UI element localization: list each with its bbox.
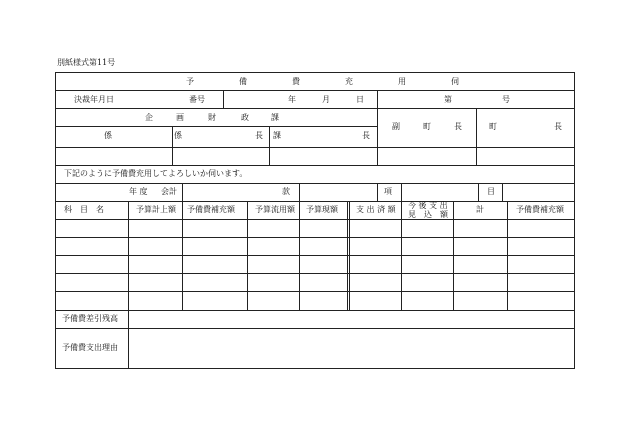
row-line xyxy=(56,165,574,166)
row-line xyxy=(56,328,574,329)
chou-char: 長 xyxy=(554,122,562,131)
col-line xyxy=(128,201,129,310)
form-title-char: 予 xyxy=(186,77,194,86)
col-header-current: 予算現額 xyxy=(306,205,338,214)
dai-label: 第 xyxy=(444,95,452,104)
moku-label: 目 xyxy=(487,187,495,196)
date-month: 月 xyxy=(322,95,330,104)
kou-label: 項 xyxy=(384,187,392,196)
col-line xyxy=(299,201,300,310)
number-label: 番号 xyxy=(189,95,205,104)
chou-char: 町 xyxy=(489,122,497,131)
col-header-item: 科 目 名 xyxy=(64,205,104,214)
col-line xyxy=(223,90,224,108)
col-header-future-line1: 今 後 支 出 xyxy=(408,201,448,210)
col-line xyxy=(247,201,248,310)
col-line xyxy=(507,201,508,310)
col-line xyxy=(453,201,454,310)
col-header-budget: 予算計上額 xyxy=(136,205,176,214)
col-line xyxy=(478,183,479,201)
division-char: 企 xyxy=(145,113,153,122)
fukuchou-char: 町 xyxy=(423,122,431,131)
kakarichou-char: 長 xyxy=(255,131,263,140)
reserve-balance-label: 予備費差引残高 xyxy=(62,314,118,323)
col-line xyxy=(182,201,183,310)
division-char: 政 xyxy=(241,113,249,122)
reserve-fund-request-form xyxy=(55,72,575,369)
go-label: 号 xyxy=(502,95,510,104)
kachou-char: 課 xyxy=(273,131,281,140)
reserve-reason-label: 予備費支出理由 xyxy=(62,343,118,352)
form-title-char: 充 xyxy=(345,77,353,86)
col-line xyxy=(401,183,402,201)
col-line xyxy=(502,183,503,201)
col-line xyxy=(172,126,173,165)
row-line xyxy=(56,126,377,127)
col-header-spent: 支 出 済 額 xyxy=(356,205,396,214)
col-line xyxy=(299,183,300,201)
fukuchou-char: 副 xyxy=(392,122,400,131)
col-line xyxy=(128,310,129,368)
row-line xyxy=(56,108,574,109)
row-line xyxy=(56,273,574,274)
col-line xyxy=(182,183,183,201)
col-line xyxy=(349,201,350,310)
col-header-total: 計 xyxy=(476,205,484,214)
fiscal-year-label: 年 度 xyxy=(129,187,148,196)
col-line xyxy=(347,201,348,310)
row-line xyxy=(56,201,574,202)
account-label: 会計 xyxy=(161,187,177,196)
col-line xyxy=(377,183,378,201)
col-line xyxy=(377,108,378,165)
row-line xyxy=(56,310,574,311)
division-char: 財 xyxy=(208,113,216,122)
row-line xyxy=(56,219,574,220)
row-line xyxy=(56,255,574,256)
kan-label: 款 xyxy=(282,187,290,196)
row-line xyxy=(56,291,574,292)
col-header-reserve-supplement-2: 予備費補充額 xyxy=(516,205,564,214)
form-title-char: 伺 xyxy=(451,77,459,86)
form-number: 別紙様式第11号 xyxy=(57,58,116,67)
col-line xyxy=(476,108,477,165)
form-title-char: 用 xyxy=(398,77,406,86)
date-day: 日 xyxy=(356,95,364,104)
division-char: 画 xyxy=(176,113,184,122)
request-sentence: 下記のように予備費充用してよろしいか伺います。 xyxy=(64,169,248,178)
decision-date-label: 決裁年月日 xyxy=(74,95,114,104)
row-line xyxy=(56,237,574,238)
fukuchou-char: 長 xyxy=(454,122,462,131)
col-line xyxy=(377,90,378,108)
col-line xyxy=(401,201,402,310)
row-line xyxy=(56,183,574,184)
kakari-label: 係 xyxy=(104,131,112,140)
kachou-char: 長 xyxy=(362,131,370,140)
form-title-char: 備 xyxy=(239,77,247,86)
date-year: 年 xyxy=(288,95,296,104)
kakarichou-char: 係 xyxy=(174,131,182,140)
col-line xyxy=(269,126,270,165)
col-header-future-line2: 見 込 額 xyxy=(408,210,448,219)
row-line xyxy=(56,147,574,148)
form-title-char: 費 xyxy=(292,77,300,86)
col-header-reserve-supplement: 予備費補充額 xyxy=(187,205,235,214)
col-header-diverted: 予算流用額 xyxy=(255,205,295,214)
row-line xyxy=(56,90,574,91)
division-char: 課 xyxy=(271,113,279,122)
